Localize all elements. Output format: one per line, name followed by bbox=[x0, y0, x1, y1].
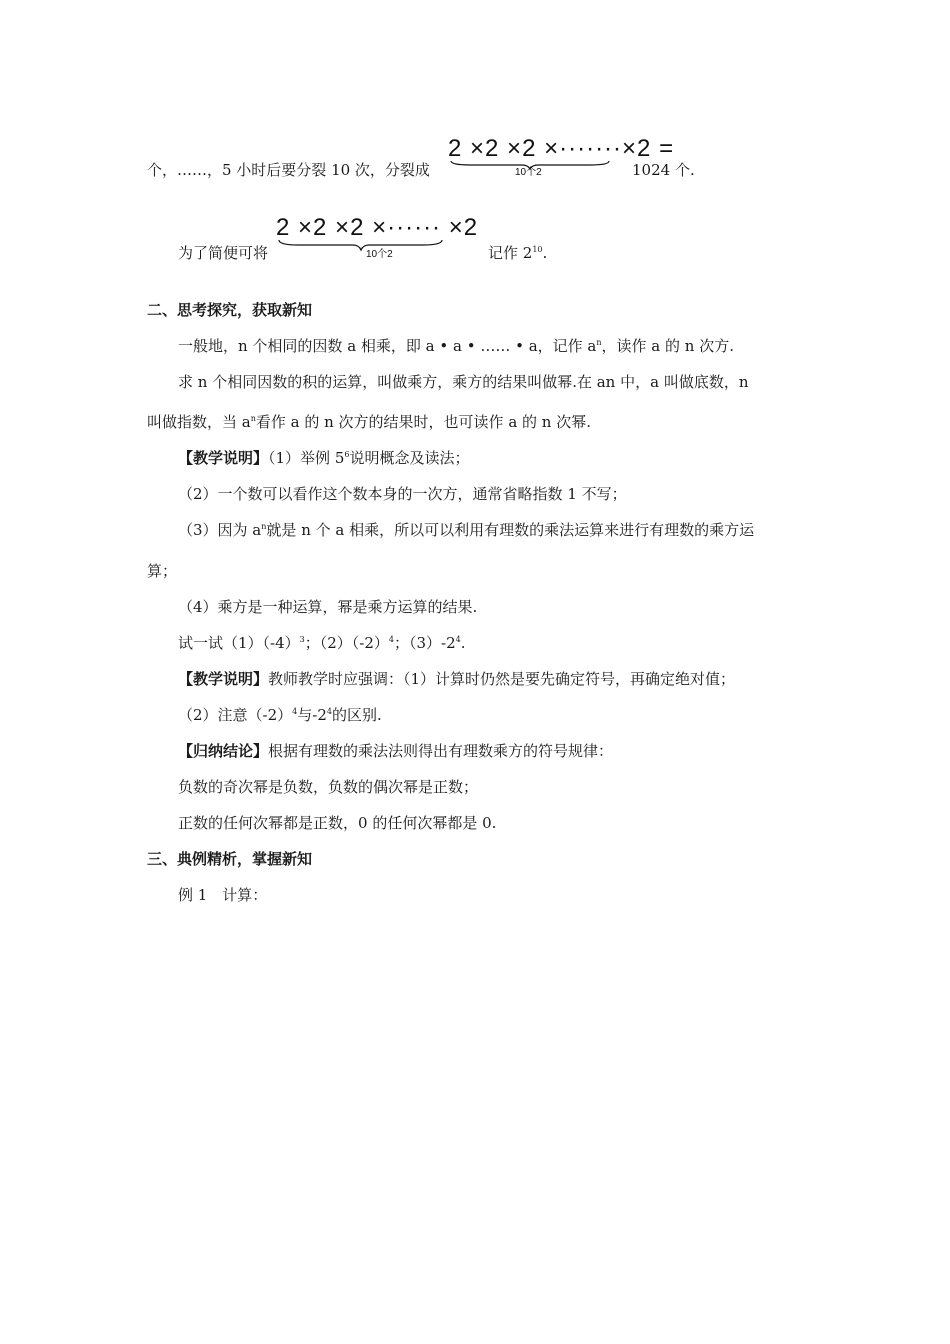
text: 就是 n 个 a 相乘，所以可以利用有理数的乘法运算来进行有理数的乘方运 bbox=[266, 521, 755, 539]
intro-line-1 bbox=[147, 160, 430, 180]
intro-line-2-end-text: 记作 2 bbox=[488, 244, 533, 262]
exponent: n bbox=[596, 338, 602, 347]
paragraph-definition bbox=[178, 336, 734, 356]
intro-line-1-end-text: 1024 个. bbox=[632, 161, 695, 179]
intro-line-1-text: 个，……，5 小时后要分裂 10 次，分裂成 bbox=[147, 161, 430, 179]
formula-expression: 2 ×2 ×2 ×·······×2 = bbox=[448, 135, 675, 162]
note-label: 【教学说明】 bbox=[178, 449, 269, 467]
exponent: 6 bbox=[344, 450, 350, 459]
teaching-note-1-item-3-cont: 算； bbox=[147, 562, 178, 580]
text: 的区别. bbox=[331, 706, 382, 724]
text: ；（3）-2 bbox=[394, 634, 456, 652]
text: （3）因为 a bbox=[178, 521, 262, 539]
teaching-note-1 bbox=[178, 448, 469, 468]
text: ；（2）（-2） bbox=[304, 634, 389, 652]
intro-line-2-text: 为了简便可将 bbox=[178, 244, 269, 262]
conclusion-rule-1: 负数的奇次幂是负数，负数的偶次幂是正数； bbox=[178, 778, 479, 796]
intro-line-2-end bbox=[488, 243, 547, 263]
text: （1）举例 5 bbox=[268, 449, 345, 467]
exponent: 4 bbox=[326, 707, 332, 716]
exponent: 4 bbox=[455, 635, 461, 644]
text: 一般地，n 个相同的因数 a 相乘，即 a • a • …… • a，记作 a bbox=[178, 337, 597, 355]
note-label: 【归纳结论】 bbox=[178, 742, 269, 760]
exponent: 3 bbox=[299, 635, 305, 644]
formula-count-label: 10个2 bbox=[515, 167, 542, 178]
text: （2）注意（-2） bbox=[178, 706, 293, 724]
text: 试一试（1）（-4） bbox=[178, 634, 300, 652]
paragraph-power-line-1: 求 n 个相同因数的积的运算，叫做乘方，乘方的结果叫做幂.在 an 中，a 叫做底数，n bbox=[178, 373, 749, 391]
intro-line-2 bbox=[178, 243, 268, 263]
exponent: 4 bbox=[388, 635, 394, 644]
text: ，读作 a 的 n 次方. bbox=[601, 337, 734, 355]
section-3-title: 三、典例精析，掌握新知 bbox=[147, 850, 313, 868]
paragraph-power-line-2 bbox=[147, 412, 591, 432]
teaching-note-2 bbox=[178, 669, 735, 689]
formula-count-label: 10个2 bbox=[366, 249, 393, 260]
formula-expression: 2 ×2 ×2 ×······ ×2 bbox=[276, 214, 479, 241]
text: 说明概念及读法； bbox=[349, 449, 470, 467]
exponent: 10 bbox=[532, 245, 543, 254]
teaching-note-1-item-2: （2）一个数可以看作这个数本身的一次方，通常省略指数 1 不写； bbox=[178, 485, 627, 503]
intro-line-1-end bbox=[632, 160, 695, 180]
teaching-note-1-item-3 bbox=[178, 520, 754, 540]
exponent: n bbox=[261, 522, 267, 531]
period: . bbox=[542, 244, 548, 262]
try-exercise bbox=[178, 633, 466, 653]
exponent: 4 bbox=[292, 707, 298, 716]
teaching-note-2-item-2 bbox=[178, 705, 382, 725]
text: 根据有理数的乘法法则得出有理数乘方的符号规律： bbox=[268, 742, 614, 760]
conclusion-rule-2: 正数的任何次幂都是正数，0 的任何次幂都是 0. bbox=[178, 814, 497, 832]
formula-product-2 bbox=[276, 215, 491, 259]
text: 教师教学时应强调：（1）计算时仍然是要先确定符号，再确定绝对值； bbox=[268, 670, 736, 688]
example-1-label: 例 1 计算： bbox=[178, 886, 268, 904]
text: 看作 a 的 n 次方的结果时，也可读作 a 的 n 次幂. bbox=[255, 413, 591, 431]
teaching-note-1-item-4: （4）乘方是一种运算，幂是乘方运算的结果. bbox=[178, 598, 478, 616]
text: 与-2 bbox=[297, 706, 327, 724]
underbrace-icon bbox=[278, 239, 443, 251]
text: 叫做指数，当 a bbox=[147, 413, 251, 431]
exponent: n bbox=[250, 414, 256, 423]
note-label: 【教学说明】 bbox=[178, 670, 269, 688]
text: . bbox=[460, 634, 466, 652]
conclusion bbox=[178, 741, 613, 761]
section-2-title: 二、思考探究，获取新知 bbox=[147, 301, 313, 319]
